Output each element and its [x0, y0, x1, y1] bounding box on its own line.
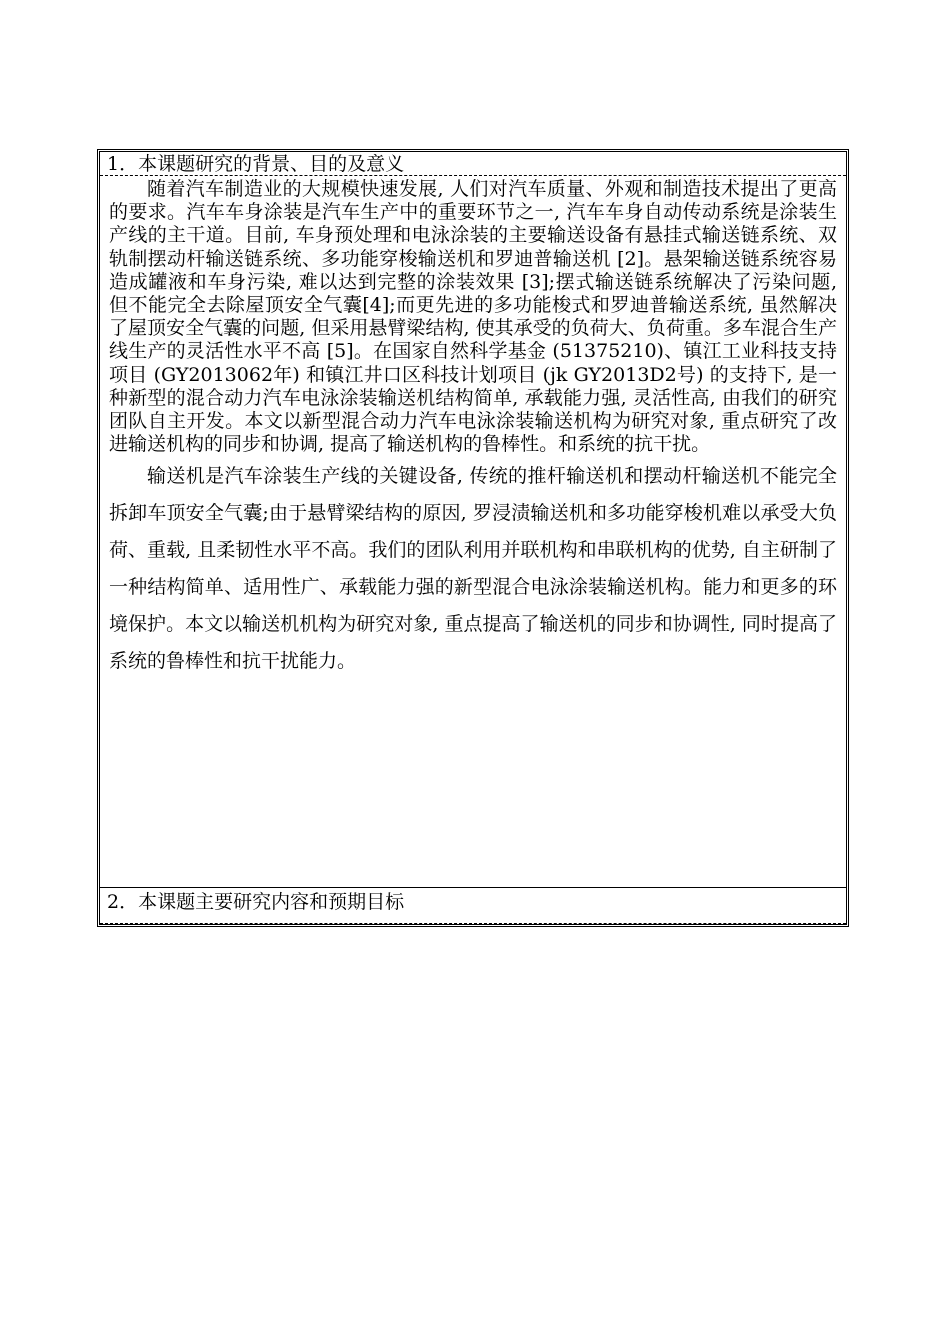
section1-paragraph-2: 输送机是汽车涂装生产线的关键设备, 传统的推杆输送机和摆动杆输送机不能完全拆卸车顶安全气囊;由于悬臂梁结构的原因, 罗浸渍输送机和多功能穿梭机难以承受大负荷、重载, 且柔韧性水平不高。我们的团队利用并联机构和串联机构的优势, 自主研制了一种结构简单、适用性广、承载能力强的新型混合电泳涂装输送机构。能力和更多的环境保护。本文以输送机机构为研究对象, 重点提高了输送机的同步和协调性, 同时提高了系统的鲁棒性和抗干扰能力。	[109, 465, 837, 673]
report-table	[99, 151, 847, 925]
section2-title: 2．本课题主要研究内容和预期目标	[100, 888, 846, 924]
section1-body	[100, 176, 846, 888]
section1-paragraph-1: 随着汽车制造业的大规模快速发展, 人们对汽车质量、外观和制造技术提出了更高的要求。汽车车身涂装是汽车生产中的重要环节之一, 汽车车身自动传动系统是涂装生产线的主干道。目前, 车身预处理和电泳涂装的主要输送设备有悬挂式输送链系统、双轨制摆动杆输送链系统、多功能穿梭输送机和罗迪普输送机 [2]。悬架输送链系统容易造成罐液和车身污染, 难以达到完整的涂装效果 [3];摆式输送链系统解决了污染问题, 但不能完全去除屋顶安全气囊[4];而更先进的多功能梭式和罗迪普输送系统, 虽然解决了屋顶安全气囊的问题, 但采用悬臂梁结构, 使其承受的负荷大、负荷重。多车混合生产线生产的灵活性水平不高 [5]。在国家自然科学基金 (51375210)、镇江工业科技支持项目 (GY2013062年) 和镇江井口区科技计划项目 (jk GY2013D2号) 的支持下, 是一种新型的混合动力汽车电泳涂装输送机结构简单, 承载能力强, 灵活性高, 由我们的研究团队自主开发。本文以新型混合动力汽车电泳涂装输送机构为研究对象, 重点研究了改进输送机构的同步和协调, 提高了输送机构的鲁棒性。和系统的抗干扰。	[109, 178, 837, 456]
section1-title: 1．本课题研究的背景、目的及意义	[100, 152, 846, 176]
